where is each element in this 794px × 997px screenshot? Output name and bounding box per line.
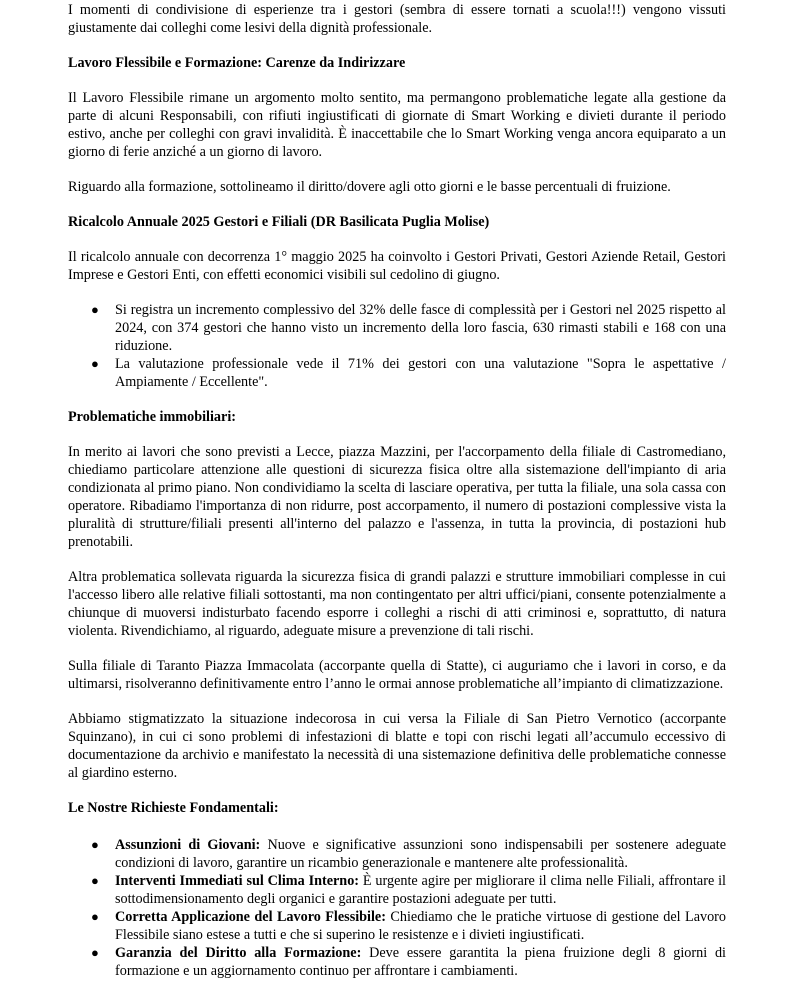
section-heading-immobiliari: Problematiche immobiliari: — [68, 409, 236, 425]
list-item-text: Nuove e significative assunzioni sono indispensabili per sostenere adeguate condizioni di lavoro, garantire un ricambio generazionale e mantenere alte professionalità. — [115, 837, 727, 871]
bullet-list-ricalcolo — [68, 301, 726, 391]
list-item-title: Corretta Applicazione del Lavoro Flessibile: — [115, 909, 386, 925]
list-item-text: La valutazione professionale vede il 71% dei gestori con una valutazione "Sopra le aspettative / Ampiamente / Eccellente". — [115, 356, 726, 390]
list-item-title: Interventi Immediati sul Clima Interno: — [115, 873, 360, 889]
list-item-text: Deve essere garantita la piena fruizione degli 8 giorni di formazione e un aggiornamento continuo per affrontare i cambiamenti. — [115, 945, 726, 979]
list-item — [68, 908, 726, 944]
list-item-text: Si registra un incremento complessivo del 32% delle fasce di complessità per i Gestori nel 2025 rispetto al 2024, con 374 gestori che hanno visto un incremento della loro fascia, 630 rimasti stabili e 168 con una riduzione. — [115, 302, 726, 354]
paragraph: Abbiamo stigmatizzato la situazione indecorosa in cui versa la Filiale di San Pietro Vernotico (accorpante Squinzano), in cui ci sono problemi di infestazioni di blatte e topi con rischi legati all’accumulo eccessivo di documentazione da archivio e manifestato la necessità di una sistemazione definitiva delle problematiche connesse al giardino esterno. — [68, 711, 726, 781]
paragraph: Il Lavoro Flessibile rimane un argomento molto sentito, ma permangono problematiche legate alla gestione da parte di alcuni Responsabili, con rifiuti ingiustificati di giornate di Smart Working e divieti durante il periodo estivo, anche per colleghi con gravi invalidità. È inaccettabile che lo Smart Working venga ancora equiparato a un giorno di ferie anziché a un giorno di lavoro. — [68, 90, 726, 160]
list-item-text: Chiediamo che le pratiche virtuose di gestione del Lavoro Flessibile siano estese a tutti e che si superino le resistenze e i divieti ingiustificati. — [115, 909, 727, 943]
paragraph: Sulla filiale di Taranto Piazza Immacolata (accorpante quella di Statte), ci auguriamo che i lavori in corso, e da ultimarsi, risolveranno definitivamente entro l’anno le ormai annose problematiche all’impianto di climatizzazione. — [68, 658, 726, 692]
bullet-icon: ● — [91, 909, 99, 924]
section-heading-richieste: Le Nostre Richieste Fondamentali: — [68, 800, 279, 816]
bullet-icon: ● — [91, 873, 99, 888]
list-item — [68, 836, 726, 872]
list-item — [68, 872, 726, 908]
bullet-icon: ● — [91, 837, 99, 852]
section-heading-lavoro-flessibile: Lavoro Flessibile e Formazione: Carenze da Indirizzare — [68, 55, 406, 71]
document-body — [68, 1, 726, 997]
intro-paragraph: I momenti di condivisione di esperienze tra i gestori (sembra di essere tornati a scuola!!!) vengono vissuti giustamente dai colleghi come lesivi della dignità professionale. — [68, 2, 726, 36]
paragraph: Il ricalcolo annuale con decorrenza 1° maggio 2025 ha coinvolto i Gestori Privati, Gestori Aziende Retail, Gestori Imprese e Gestori Enti, con effetti economici visibili sul cedolino di giugno. — [68, 249, 726, 283]
list-item — [68, 355, 726, 391]
list-item-title: Garanzia del Diritto alla Formazione: — [115, 945, 362, 961]
list-item — [68, 301, 726, 355]
bullet-list-richieste — [68, 836, 726, 980]
section-heading-ricalcolo: Ricalcolo Annuale 2025 Gestori e Filiali (DR Basilicata Puglia Molise) — [68, 214, 490, 230]
list-item-title: Assunzioni di Giovani: — [115, 837, 261, 853]
list-item — [68, 944, 726, 980]
bullet-icon: ● — [91, 945, 99, 960]
paragraph: Riguardo alla formazione, sottolineamo il diritto/dovere agli otto giorni e le basse percentuali di fruizione. — [68, 179, 671, 195]
bullet-icon: ● — [91, 356, 99, 371]
paragraph: Altra problematica sollevata riguarda la sicurezza fisica di grandi palazzi e strutture immobiliari complesse in cui l'accesso libero alle relative filiali sottostanti, ma non contingentato per altri uffici/piani, consente potenzialmente a chiunque di muoversi indisturbato facendo esporre i colleghi a rischi di atti criminosi e, soprattutto, di natura violenta. Rivendichiamo, al riguardo, adeguate misure a prevenzione di tali rischi. — [68, 569, 726, 639]
bullet-icon: ● — [91, 302, 99, 317]
list-item-text: È urgente agire per migliorare il clima nelle Filiali, affrontare il sottodimensionamento degli organici e garantire postazioni adeguate per tutti. — [115, 873, 726, 907]
paragraph: In merito ai lavori che sono previsti a Lecce, piazza Mazzini, per l'accorpamento della filiale di Castromediano, chiediamo particolare attenzione alle questioni di sicurezza fisica oltre alla sistemazione dell'impianto di aria condizionata al primo piano. Non condividiamo la scelta di lasciare operativa, per tutta la filiale, una sola cassa con operatore. Ribadiamo l'importanza di non ridurre, post accorpamento, il numero di postazioni complessive vista la pluralità di strutture/filiali presenti all'interno del palazzo e l'assenza, in tutta la provincia, di postazioni hub prenotabili. — [68, 444, 726, 550]
